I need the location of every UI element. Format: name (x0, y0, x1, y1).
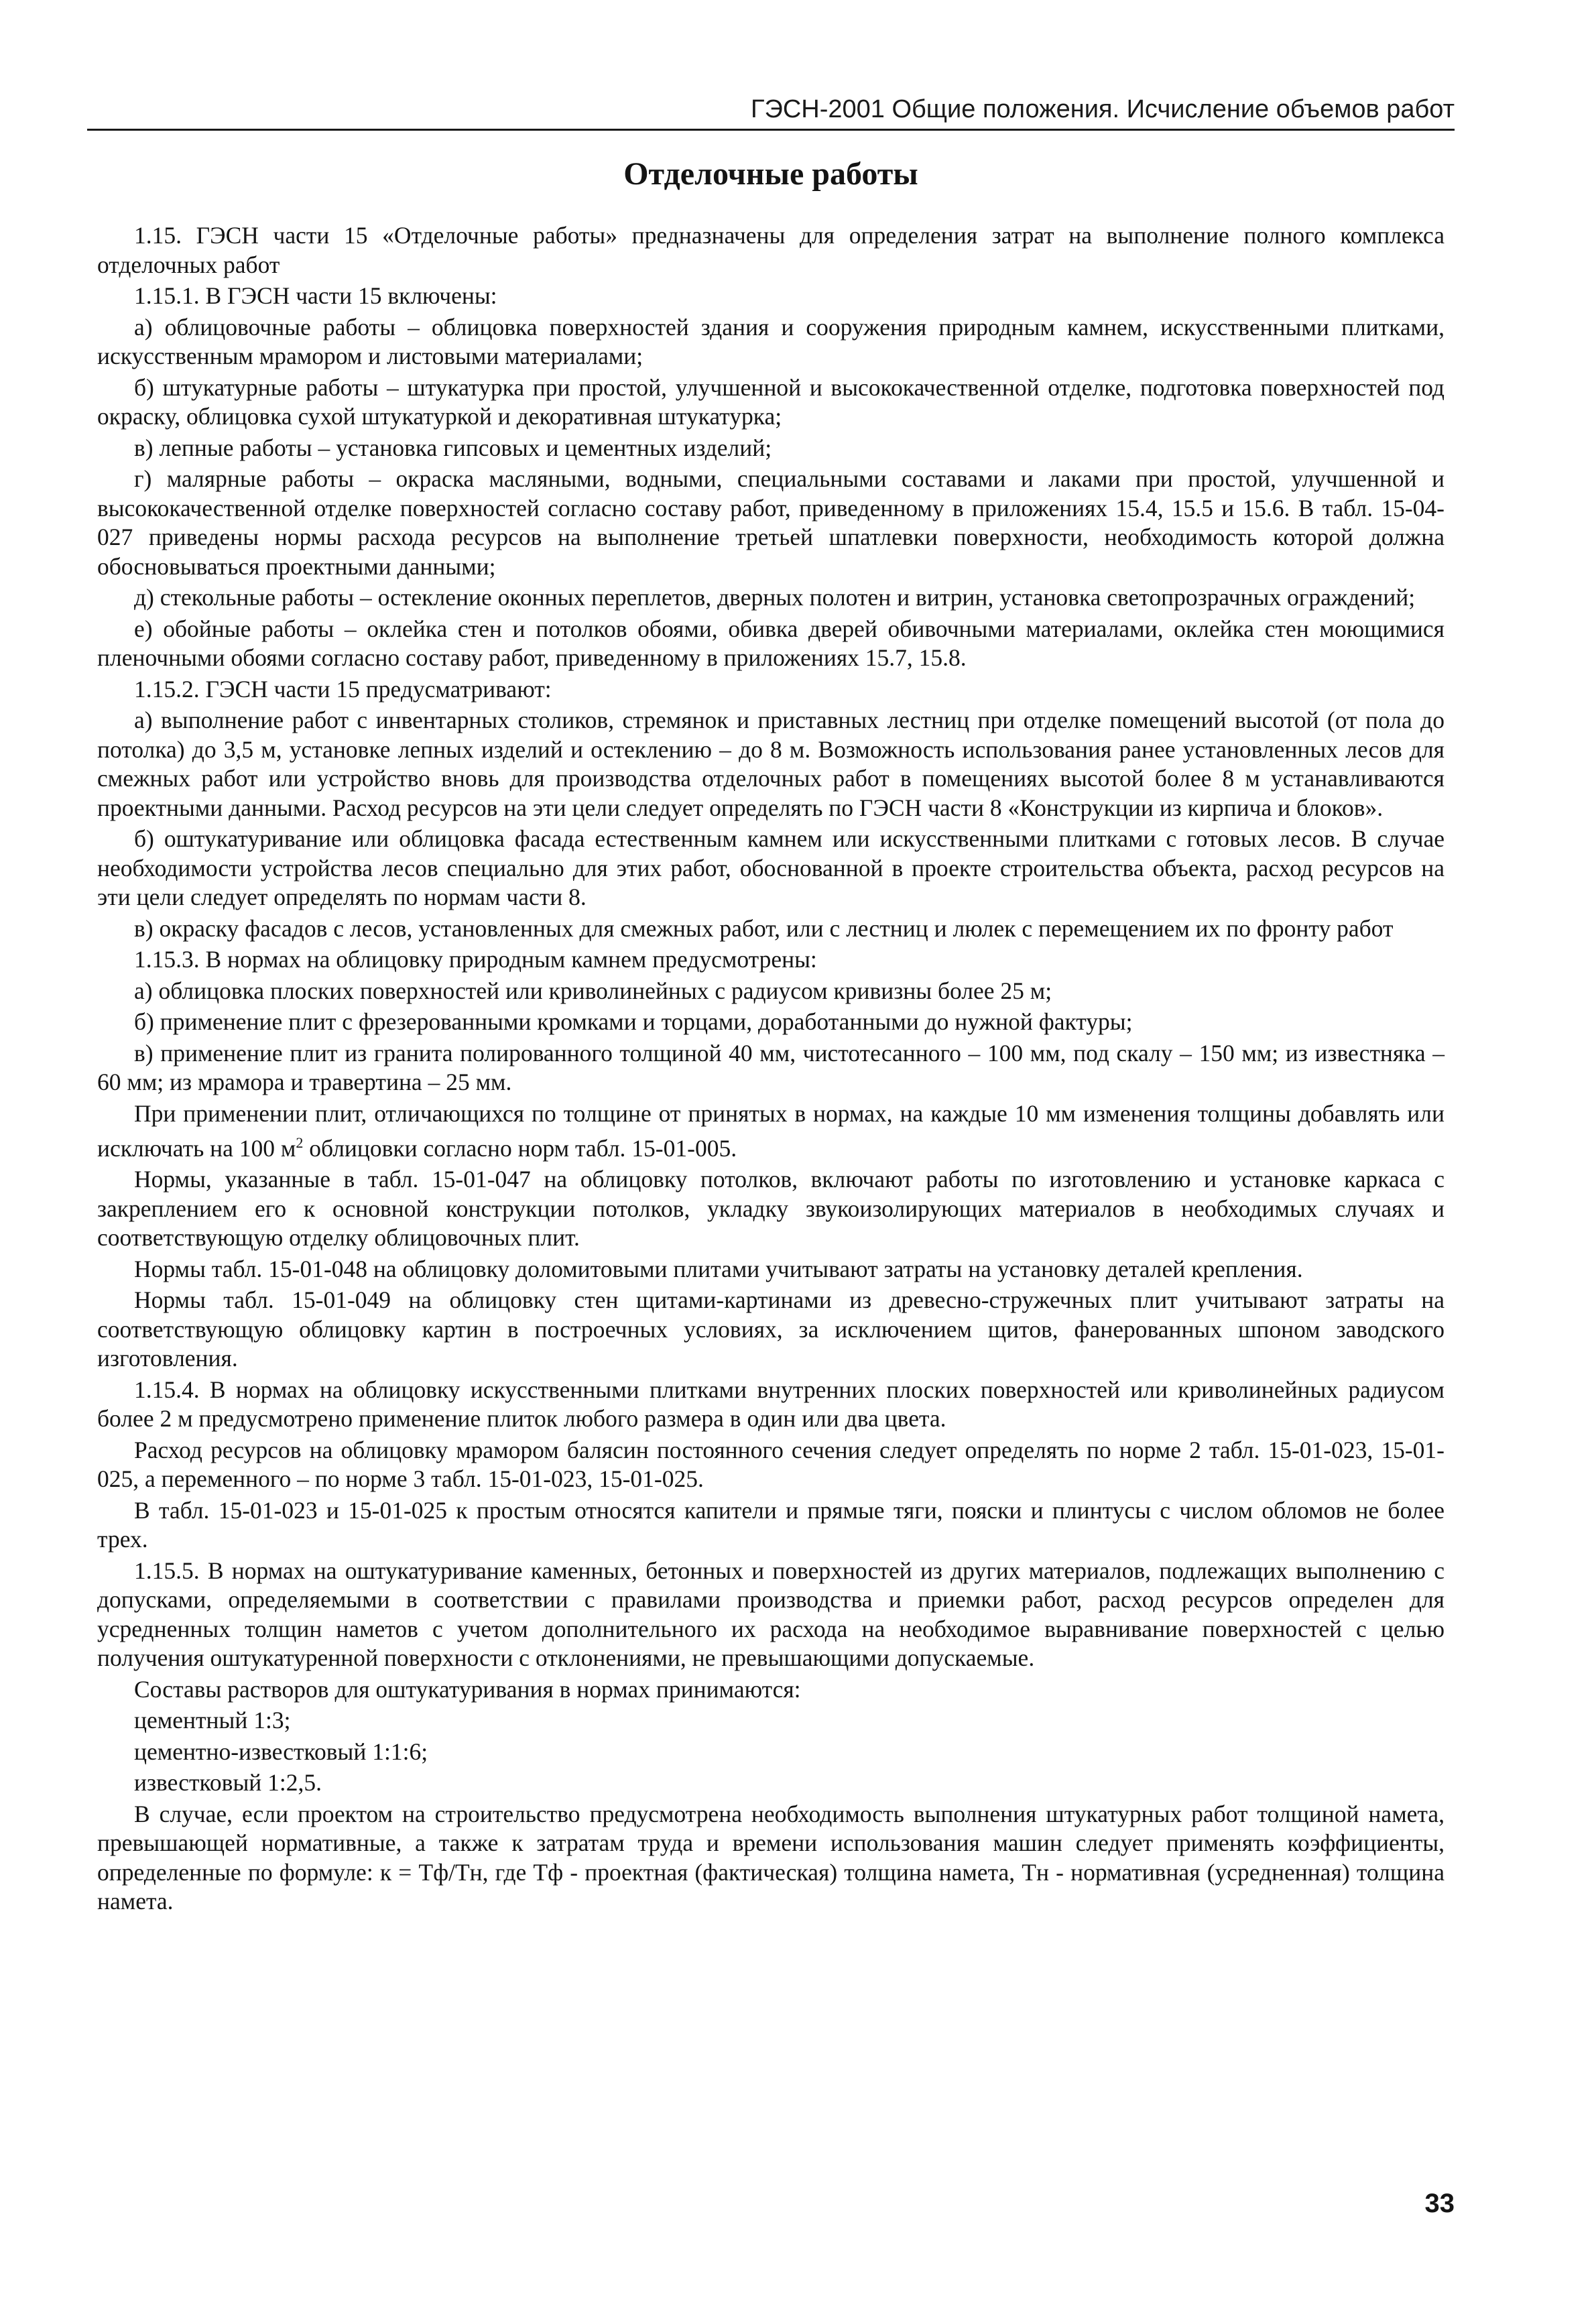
square-meter-superscript: 2 (296, 1134, 304, 1151)
paragraph-1-15-2: 1.15.2. ГЭСН части 15 предусматривают: (134, 675, 552, 703)
paragraph-thickness-change-text: При применении плит, отличающихся по толщине от принятых в нормах, на каждые 10 мм изменения толщины добавлять или исключать на 100 м (97, 1099, 1445, 1162)
page-number: 33 (1424, 2189, 1455, 2218)
mortar-lime: известковый 1:2,5. (134, 1769, 322, 1797)
paragraph-1-15-1: 1.15.1. В ГЭСН части 15 включены: (134, 282, 497, 309)
list-item-molding-works: в) лепные работы – установка гипсовых и цементных изделий; (134, 434, 772, 461)
list-item-scaffold-use: а) выполнение работ с инвентарных столиков, стремянок и приставных лестниц при отделке помещений высотой (от пола до потолка) до 3,5 м, установке лепных изделий и остеклению – до 8 м. Возможность использования ранее установленных лесов для смежных работ или устройство вновь для производства отделочных работ в помещениях высотой более 8 м устанавливаются проектными данными. Расход ресурсов на эти цели следует определять по ГЭСН части 8 «Конструкции из кирпича и блоков». (97, 707, 1445, 821)
paragraph-1-15-3: 1.15.3. В нормах на облицовку природным камнем предусмотрены: (134, 946, 817, 973)
paragraph-capitals-norms: В табл. 15-01-023 и 15-01-025 к простым относятся капители и прямые тяги, пояски и плинтусы с числом обломов не более трех. (97, 1496, 1445, 1553)
paragraph-thickness-change (97, 1099, 1445, 1164)
mortar-cement-lime: цементно-известковый 1:1:6; (134, 1738, 428, 1765)
paragraph-dolomite-norms: Нормы табл. 15-01-048 на облицовку доломитовыми плитами учитывают затраты на установку деталей крепления. (134, 1255, 1303, 1282)
body-text (97, 221, 1445, 1919)
list-item-milled-slabs: б) применение плит с фрезерованными кромками и торцами, доработанными до нужной фактуры; (134, 1008, 1133, 1035)
list-item-flat-surfaces: а) облицовка плоских поверхностей или криволинейных с радиусом кривизны более 25 м; (134, 977, 1052, 1004)
list-item-facade-painting: в) окраску фасадов с лесов, установленных для смежных работ, или с лестниц и люлек с перемещением их по фронту работ (134, 914, 1394, 942)
paragraph-1-15: 1.15. ГЭСН части 15 «Отделочные работы» предназначены для определения затрат на выполнение полного комплекса отделочных работ (97, 222, 1445, 278)
list-item-plaster-works: б) штукатурные работы – штукатурка при простой, улучшенной и высококачественной отделке, подготовка поверхностей под окраску, облицовка сухой штукатуркой и декоративная штукатурка; (97, 373, 1445, 430)
paragraph-thickness-change-tail: облицовки согласно норм табл. 15-01-005. (303, 1134, 737, 1162)
list-item-glazing-works: д) стекольные работы – остекление оконных переплетов, дверных полотен и витрин, установка светопрозрачных ограждений; (134, 584, 1416, 611)
header-divider (87, 129, 1455, 131)
list-item-facade-plastering: б) оштукатуривание или облицовка фасада естественным камнем или искусственными плитками с готовых лесов. В случае необходимости устройства лесов специально для этих работ, обоснованной в проекте строительства объекта, расход ресурсов на эти цели следует определять по нормам части 8. (97, 825, 1445, 910)
list-item-wallpaper-works: е) обойные работы – оклейка стен и потолков обоями, обивка дверей обивочными материалами, оклейка стен моющимися пленочными обоями согласно составу работ, приведенному в приложениях 15.7, 15.8. (97, 615, 1445, 671)
paragraph-1-15-4: 1.15.4. В нормах на облицовку искусственными плитками внутренних плоских поверхностей или криволинейных радиусом более 2 м предусмотрено применение плиток любого размера в один или два цвета. (97, 1376, 1445, 1433)
section-title: Отделочные работы (623, 156, 918, 192)
list-item-facing-works: а) облицовочные работы – облицовка поверхностей здания и сооружения природным камнем, искусственными плитками, искусственным мрамором и листовыми материалами; (97, 313, 1445, 369)
paragraph-baluster-norms: Расход ресурсов на облицовку мрамором балясин постоянного сечения следует определять по норме 2 табл. 15-01-023, 15-01-025, а переменного – по норме 3 табл. 15-01-023, 15-01-025. (97, 1436, 1445, 1493)
paragraph-mortar-compositions: Составы растворов для оштукатуривания в нормах принимаются: (134, 1675, 801, 1703)
paragraph-panel-norms: Нормы табл. 15-01-049 на облицовку стен щитами-картинами из древесно-стружечных плит учитывают затраты на соответствующую облицовку картин в построечных условиях, за исключением щитов, фанерованных шпоном заводского изготовления. (97, 1286, 1445, 1372)
mortar-cement: цементный 1:3; (134, 1707, 291, 1734)
paragraph-ceiling-norms: Нормы, указанные в табл. 15-01-047 на облицовку потолков, включают работы по изготовлению и установке каркаса с закреплением его к основной конструкции потолков, укладку звукоизолирующих материалов в необходимых случаях и соответствующую отделку облицовочных плит. (97, 1166, 1445, 1252)
paragraph-thickness-coefficient: В случае, если проектом на строительство предусмотрена необходимость выполнения штукатурных работ толщиной намета, превышающей нормативные, а также к затратам труда и времени использования машин следует применять коэффициенты, определенные по формуле: к = Тф/Тн, где Тф - проектная (фактическая) толщина намета, Тн - нормативная (усредненная) толщина намета. (97, 1800, 1445, 1915)
running-header: ГЭСН-2001 Общие положения. Исчисление объемов работ (750, 95, 1455, 123)
list-item-slab-thickness: в) применение плит из гранита полированного толщиной 40 мм, чистотесанного – 100 мм, под скалу – 150 мм; из известняка – 60 мм; из мрамора и травертина – 25 мм. (97, 1039, 1445, 1095)
list-item-painting-works: г) малярные работы – окраска масляными, водными, специальными составами и лаками при простой, улучшенной и высококачественной отделке поверхностей согласно составу работ, приведенному в приложениях 15.4, 15.5 и 15.6. В табл. 15-04-027 приведены нормы расхода ресурсов на выполнение третьей шпатлевки поверхности, необходимость которой должна обосновываться проектными данными; (97, 465, 1445, 580)
paragraph-1-15-5: 1.15.5. В нормах на оштукатуривание каменных, бетонных и поверхностей из других материалов, подлежащих выполнению с допусками, определяемыми в соответствии с правилами производства и приемки работ, расход ресурсов определен для усредненных толщин наметов с учетом дополнительного их расхода на необходимое выравнивание поверхностей с целью получения оштукатуренной поверхности с отклонениями, не превышающими допускаемые. (97, 1557, 1445, 1672)
